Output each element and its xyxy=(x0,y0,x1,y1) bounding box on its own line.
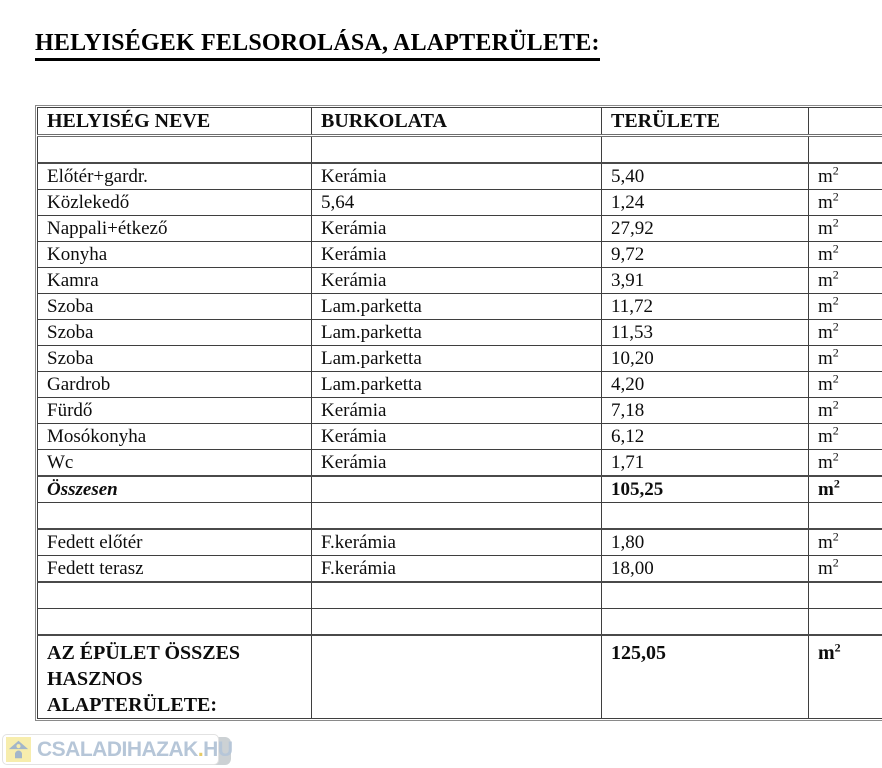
cell-terulete: 11,53 xyxy=(602,320,809,346)
table-row xyxy=(38,476,882,503)
table-row xyxy=(38,136,882,164)
column-header-unit xyxy=(809,108,882,136)
cell-burkolata xyxy=(312,635,602,719)
column-header-burkolata: BURKOLATA xyxy=(312,108,602,136)
cell-burkolata xyxy=(312,582,602,609)
cell-terulete: 1,24 xyxy=(602,190,809,216)
cell-terulete: 10,20 xyxy=(602,346,809,372)
cell-name: Gardrob xyxy=(38,372,312,398)
table-row xyxy=(38,424,882,450)
cell-name: AZ ÉPÜLET ÖSSZES HASZNOS ALAPTERÜLETE: xyxy=(38,635,312,719)
cell-name: Szoba xyxy=(38,294,312,320)
cell-burkolata: Lam.parketta xyxy=(312,294,602,320)
cell-burkolata: Kerámia xyxy=(312,398,602,424)
logo-tld: HU xyxy=(203,737,233,761)
cell-terulete: 27,92 xyxy=(602,216,809,242)
cell-terulete: 105,25 xyxy=(602,476,809,503)
cell-unit: $m^2$ xyxy=(809,529,882,556)
cell-unit: $m^2$ xyxy=(809,163,882,190)
table-row xyxy=(38,242,882,268)
table-row xyxy=(38,216,882,242)
cell-unit: $m^2$ xyxy=(809,320,882,346)
cell-name xyxy=(38,582,312,609)
cell-burkolata: Kerámia xyxy=(312,450,602,477)
cell-unit xyxy=(809,582,882,609)
cell-unit xyxy=(809,136,882,164)
cell-burkolata: Kerámia xyxy=(312,268,602,294)
cell-unit: $m^2$ xyxy=(809,424,882,450)
cell-name: Közlekedő xyxy=(38,190,312,216)
cell-unit: $m^2$ xyxy=(809,216,882,242)
cell-unit: $m^2$ xyxy=(809,190,882,216)
cell-terulete xyxy=(602,136,809,164)
cell-burkolata: Kerámia xyxy=(312,216,602,242)
cell-unit: $m^2$ xyxy=(809,450,882,477)
cell-unit: $m^2$ xyxy=(809,476,882,503)
cell-burkolata xyxy=(312,503,602,530)
table-row xyxy=(38,346,882,372)
cell-name: Konyha xyxy=(38,242,312,268)
cell-name: Kamra xyxy=(38,268,312,294)
logo-dot: . xyxy=(197,737,204,761)
table-row xyxy=(38,609,882,636)
logo-text xyxy=(37,738,233,762)
table-row xyxy=(38,503,882,530)
table-row xyxy=(38,582,882,609)
cell-name: Összesen xyxy=(38,476,312,503)
cell-name xyxy=(38,503,312,530)
cell-unit: $m^2$ xyxy=(809,268,882,294)
cell-unit: $m^2$ xyxy=(809,294,882,320)
table-row xyxy=(38,398,882,424)
cell-burkolata: F.kerámia xyxy=(312,556,602,583)
cell-burkolata: F.kerámia xyxy=(312,529,602,556)
cell-burkolata: Kerámia xyxy=(312,242,602,268)
cell-terulete: 1,71 xyxy=(602,450,809,477)
table-row xyxy=(38,190,882,216)
cell-name: Fedett előtér xyxy=(38,529,312,556)
cell-terulete: 5,40 xyxy=(602,163,809,190)
table-row xyxy=(38,450,882,477)
cell-burkolata: Lam.parketta xyxy=(312,320,602,346)
cell-terulete: 4,20 xyxy=(602,372,809,398)
table-header-row xyxy=(38,108,882,136)
table-row xyxy=(38,294,882,320)
cell-terulete: 3,91 xyxy=(602,268,809,294)
cell-unit xyxy=(809,609,882,636)
cell-unit: $m^2$ xyxy=(809,346,882,372)
rooms-table xyxy=(35,105,882,721)
page-title: HELYISÉGEK FELSOROLÁSA, ALAPTERÜLETE: xyxy=(35,30,600,61)
cell-burkolata: Kerámia xyxy=(312,424,602,450)
cell-name: Előtér+gardr. xyxy=(38,163,312,190)
cell-name: Szoba xyxy=(38,346,312,372)
cell-unit: $m^2$ xyxy=(809,242,882,268)
cell-name: Wc xyxy=(38,450,312,477)
table-row xyxy=(38,556,882,583)
cell-burkolata: 5,64 xyxy=(312,190,602,216)
cell-burkolata xyxy=(312,136,602,164)
cell-burkolata xyxy=(312,609,602,636)
table-body xyxy=(38,136,882,719)
table-row xyxy=(38,635,882,719)
cell-name: Nappali+étkező xyxy=(38,216,312,242)
cell-name: Fürdő xyxy=(38,398,312,424)
house-icon xyxy=(6,737,31,762)
cell-name: Fedett terasz xyxy=(38,556,312,583)
column-header-terulete: TERÜLETE xyxy=(602,108,809,136)
cell-unit xyxy=(809,503,882,530)
cell-name: Mosókonyha xyxy=(38,424,312,450)
csaladihazak-logo[interactable] xyxy=(2,734,232,766)
cell-name xyxy=(38,136,312,164)
cell-name xyxy=(38,609,312,636)
cell-terulete xyxy=(602,582,809,609)
cell-terulete: 18,00 xyxy=(602,556,809,583)
logo-pill xyxy=(2,734,233,765)
cell-terulete: 125,05 xyxy=(602,635,809,719)
cell-unit: $m^2$ xyxy=(809,372,882,398)
rooms-table-grid xyxy=(37,107,882,719)
cell-burkolata: Lam.parketta xyxy=(312,346,602,372)
cell-terulete xyxy=(602,503,809,530)
cell-terulete: 6,12 xyxy=(602,424,809,450)
cell-burkolata xyxy=(312,476,602,503)
table-row xyxy=(38,268,882,294)
table-row xyxy=(38,163,882,190)
logo-name: CSALADIHAZAK xyxy=(37,737,198,761)
cell-burkolata: Lam.parketta xyxy=(312,372,602,398)
table-row xyxy=(38,529,882,556)
cell-terulete: 7,18 xyxy=(602,398,809,424)
table-row xyxy=(38,320,882,346)
cell-unit: $m^2$ xyxy=(809,398,882,424)
cell-unit: $m^2$ xyxy=(809,635,882,719)
cell-terulete: 11,72 xyxy=(602,294,809,320)
table-row xyxy=(38,372,882,398)
cell-terulete: 1,80 xyxy=(602,529,809,556)
cell-unit: $m^2$ xyxy=(809,556,882,583)
cell-terulete: 9,72 xyxy=(602,242,809,268)
column-header-helyiseg-neve: HELYISÉG NEVE xyxy=(38,108,312,136)
cell-burkolata: Kerámia xyxy=(312,163,602,190)
cell-name: Szoba xyxy=(38,320,312,346)
cell-terulete xyxy=(602,609,809,636)
